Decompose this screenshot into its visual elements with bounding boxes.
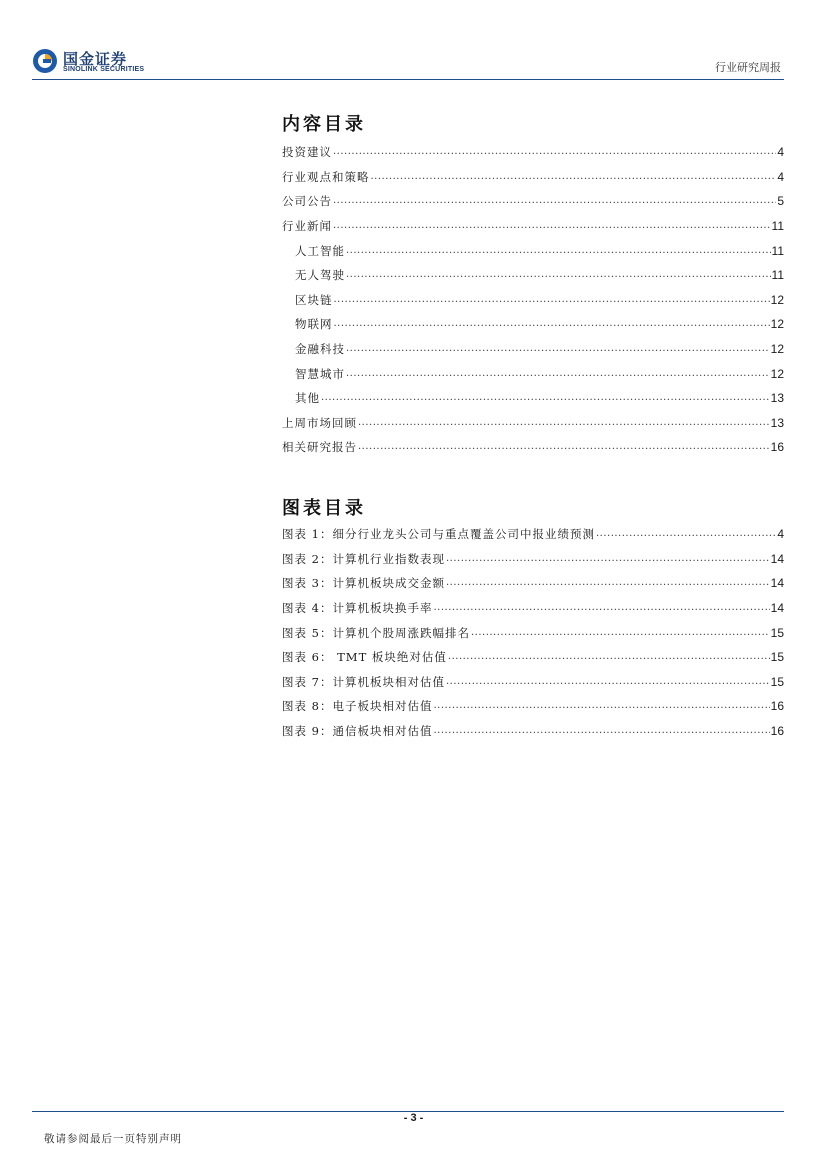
dot-leader — [333, 196, 776, 206]
toc-entry-title: 投资建议 — [282, 145, 332, 160]
toc-entry-title: 行业新闻 — [282, 219, 332, 234]
toc-entry[interactable] — [282, 189, 784, 214]
dot-leader — [471, 628, 770, 638]
figures-list — [282, 522, 784, 743]
dot-leader — [358, 418, 770, 428]
figure-entry[interactable] — [282, 670, 784, 695]
contents-title: 内容目录 — [282, 114, 366, 135]
dot-leader — [346, 270, 771, 280]
figure-entry[interactable] — [282, 719, 784, 744]
dot-leader — [334, 319, 770, 329]
figure-entry[interactable] — [282, 694, 784, 719]
dot-leader — [346, 344, 770, 354]
figure-entry[interactable] — [282, 522, 784, 547]
dot-leader — [346, 369, 770, 379]
toc-page-number: 14 — [770, 551, 784, 566]
dot-leader — [446, 554, 770, 564]
toc-entry-title: 物联网 — [295, 317, 333, 332]
toc-entry-title: 图表 7：计算机板块相对估值 — [282, 674, 445, 689]
logo-chinese-name: 国金证券 — [63, 50, 128, 68]
toc-page-number: 4 — [777, 527, 784, 542]
toc-page-number: 12 — [770, 366, 784, 381]
toc-page-number: 16 — [770, 724, 784, 739]
toc-page-number: 11 — [771, 219, 784, 234]
toc-page-number: 12 — [770, 317, 784, 332]
toc-entry-title: 图表 2：计算机行业指数表现 — [282, 551, 445, 566]
toc-entry[interactable] — [282, 361, 784, 386]
report-type-label: 行业研究周报 — [715, 61, 781, 74]
dot-leader — [333, 221, 771, 231]
header-divider — [32, 79, 784, 80]
page-number: - 3 - — [403, 1112, 424, 1124]
toc-entry[interactable] — [282, 140, 784, 165]
toc-page-number: 11 — [771, 268, 784, 283]
toc-page-number: 4 — [777, 169, 784, 184]
figures-title: 图表目录 — [282, 498, 366, 519]
toc-page-number: 16 — [770, 440, 784, 455]
toc-entry[interactable] — [282, 411, 784, 436]
toc-entry-title: 公司公告 — [282, 194, 332, 209]
toc-page-number: 15 — [770, 674, 784, 689]
toc-entry-title: 智慧城市 — [295, 366, 345, 381]
toc-entry-title: 人工智能 — [295, 243, 345, 258]
dot-leader — [433, 701, 769, 711]
dot-leader — [446, 578, 770, 588]
dot-leader — [321, 393, 770, 403]
page-header — [0, 0, 827, 80]
dot-leader — [446, 677, 770, 687]
dot-leader — [433, 603, 769, 613]
dot-leader — [448, 652, 770, 662]
dot-leader — [371, 172, 777, 182]
toc-entry-title: 行业观点和策略 — [282, 169, 370, 184]
toc-entry[interactable] — [282, 288, 784, 313]
figure-entry[interactable] — [282, 620, 784, 645]
toc-entry-title: 无人驾驶 — [295, 268, 345, 283]
figure-entry[interactable] — [282, 547, 784, 572]
logo-english-name: SINOLINK SECURITIES — [63, 66, 145, 73]
toc-entry-title: 图表 8：电子板块相对估值 — [282, 699, 433, 714]
dot-leader — [358, 442, 770, 452]
dot-leader — [433, 726, 769, 736]
toc-page-number: 12 — [770, 292, 784, 307]
toc-entry-title: 图表 4：计算机板块换手率 — [282, 601, 433, 616]
toc-entry[interactable] — [282, 337, 784, 362]
toc-page-number: 4 — [777, 145, 784, 160]
toc-entry-title: 上周市场回顾 — [282, 415, 357, 430]
toc-entry[interactable] — [282, 435, 784, 460]
figure-entry[interactable] — [282, 571, 784, 596]
toc-entry[interactable] — [282, 214, 784, 239]
dot-leader — [596, 529, 776, 539]
toc-page-number: 15 — [770, 625, 784, 640]
figure-entry[interactable] — [282, 596, 784, 621]
figure-entry[interactable] — [282, 645, 784, 670]
toc-entry-title: 相关研究报告 — [282, 440, 357, 455]
toc-entry-title: 图表 1：细分行业龙头公司与重点覆盖公司中报业绩预测 — [282, 527, 595, 542]
disclaimer-note: 敬请参阅最后一页特别声明 — [44, 1133, 182, 1145]
company-logo — [32, 46, 172, 78]
toc-entry-title: 区块链 — [295, 292, 333, 307]
toc-entry-title: 金融科技 — [295, 342, 345, 357]
toc-entry[interactable] — [282, 263, 784, 288]
toc-entry-title: 其他 — [295, 391, 320, 406]
sinolink-logo-icon — [32, 48, 58, 74]
toc-entry-title: 图表 9：通信板块相对估值 — [282, 724, 433, 739]
toc-page-number: 14 — [770, 601, 784, 616]
toc-entry[interactable] — [282, 238, 784, 263]
dot-leader — [346, 246, 771, 256]
toc-page-number: 13 — [770, 391, 784, 406]
toc-page-number: 14 — [770, 576, 784, 591]
dot-leader — [334, 295, 770, 305]
toc-page-number: 11 — [771, 243, 784, 258]
toc-page-number: 12 — [770, 342, 784, 357]
toc-entry[interactable] — [282, 312, 784, 337]
toc-entry[interactable] — [282, 165, 784, 190]
contents-list — [282, 140, 784, 460]
toc-entry[interactable] — [282, 386, 784, 411]
toc-entry-title: 图表 3：计算机板块成交金额 — [282, 576, 445, 591]
toc-page-number: 15 — [770, 650, 784, 665]
toc-page-number: 5 — [777, 194, 784, 209]
toc-page-number: 13 — [770, 415, 784, 430]
toc-page-number: 16 — [770, 699, 784, 714]
toc-entry-title: 图表 5：计算机个股周涨跌幅排名 — [282, 625, 470, 640]
dot-leader — [333, 147, 776, 157]
toc-entry-title: 图表 6： TMT 板块绝对估值 — [282, 650, 447, 665]
